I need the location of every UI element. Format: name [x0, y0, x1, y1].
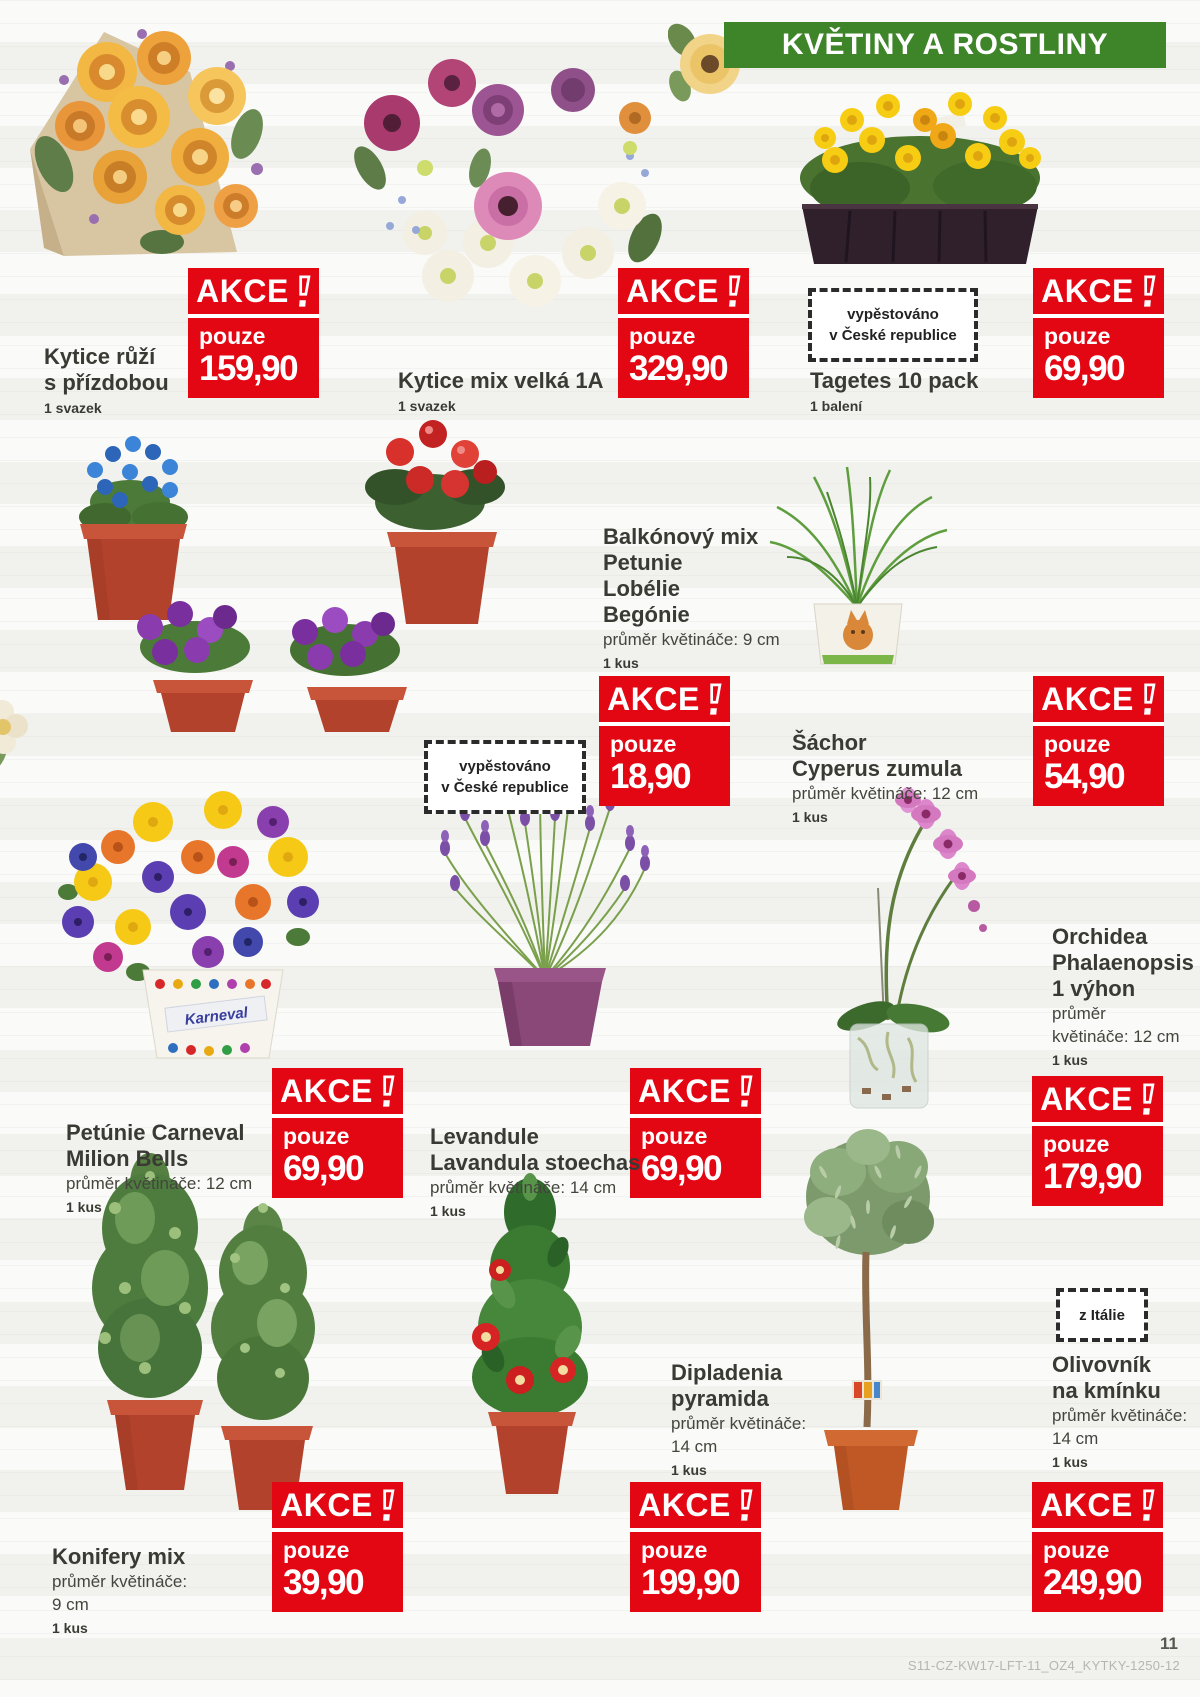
akce-badge-balkonovy-mix	[599, 676, 730, 806]
akce-label: AKCE	[280, 1073, 373, 1109]
akce-price-area	[618, 318, 749, 398]
exclamation-icon	[1139, 275, 1157, 308]
akce-price-area	[1033, 726, 1164, 806]
exclamation-icon	[294, 275, 312, 308]
exclamation-icon	[705, 683, 723, 716]
product-name: Lavandula stoechas	[430, 1150, 641, 1175]
akce-header	[599, 676, 730, 726]
product-info-tagetes	[810, 368, 978, 414]
pouze-label: pouze	[1043, 1537, 1110, 1563]
product-info-dipladenia	[671, 1360, 806, 1478]
akce-header	[630, 1482, 761, 1532]
blue-flowers-pot	[79, 436, 188, 620]
akce-badge-sachor	[1033, 676, 1164, 806]
price-value: 69,90	[641, 1149, 722, 1188]
akce-header	[1033, 268, 1164, 318]
product-info-balkonovy-mix	[603, 524, 780, 671]
product-detail: průměr květináče: 14 cm	[430, 1178, 617, 1197]
akce-badge-orchidea	[1032, 1076, 1163, 1206]
photo-balcony-mix-group	[35, 392, 535, 732]
exclamation-icon	[378, 1075, 396, 1108]
exclamation-icon	[1138, 1489, 1156, 1522]
pouze-label: pouze	[199, 323, 266, 349]
akce-label: AKCE	[638, 1073, 731, 1109]
price-value: 54,90	[1044, 757, 1125, 796]
product-unit: 1 kus	[603, 655, 639, 671]
origin-line: vypěstováno	[459, 758, 551, 775]
akce-badge-petunie-carneval	[272, 1068, 403, 1198]
product-info-kytice-mix	[398, 368, 603, 414]
akce-header	[1032, 1482, 1163, 1532]
akce-price-area	[1032, 1126, 1163, 1206]
product-info-sachor	[792, 730, 978, 825]
akce-header	[618, 268, 749, 318]
product-name: Konifery mix	[52, 1544, 186, 1569]
pouze-label: pouze	[1044, 323, 1111, 349]
akce-price-area	[630, 1118, 761, 1198]
product-name: Kytice růží	[44, 344, 156, 369]
origin-badge-italy	[1056, 1288, 1148, 1342]
price-value: 249,90	[1043, 1563, 1142, 1602]
origin-line: vypěstováno	[847, 306, 939, 323]
pouze-label: pouze	[641, 1537, 708, 1563]
exclamation-icon	[378, 1489, 396, 1522]
price-value: 159,90	[199, 349, 298, 388]
origin-badge-czech-balcony	[424, 740, 586, 814]
product-name: Phalaenopsis	[1052, 950, 1194, 975]
product-detail: 14 cm	[671, 1437, 718, 1456]
akce-header	[188, 268, 319, 318]
akce-label: AKCE	[1040, 1487, 1133, 1523]
origin-line: z Itálie	[1079, 1306, 1125, 1324]
akce-header	[630, 1068, 761, 1118]
price-value: 179,90	[1043, 1157, 1142, 1196]
petunia-pot-left	[137, 601, 253, 732]
akce-price-area	[599, 726, 730, 806]
akce-badge-kytice-mix	[618, 268, 749, 398]
akce-header	[272, 1482, 403, 1532]
pouze-label: pouze	[629, 323, 696, 349]
akce-badge-kytice-ruzi	[188, 268, 319, 398]
origin-line: v České republice	[441, 779, 569, 796]
product-unit: 1 kus	[52, 1620, 88, 1636]
product-unit: 1 kus	[66, 1199, 102, 1215]
akce-label: AKCE	[607, 681, 700, 717]
product-detail: průměr květináče:	[671, 1414, 807, 1433]
exclamation-icon	[724, 275, 742, 308]
petunia-pot-right	[290, 607, 407, 732]
product-unit: 1 kus	[792, 809, 828, 825]
product-name: Begónie	[603, 602, 690, 627]
product-detail: průměr květináče:	[1052, 1406, 1188, 1425]
product-name: s přízdobou	[44, 370, 169, 395]
conifer-right	[211, 1203, 315, 1510]
product-info-orchidea	[1052, 924, 1194, 1068]
akce-label: AKCE	[1040, 1081, 1133, 1117]
akce-price-area	[188, 318, 319, 398]
photo-cyperus	[752, 452, 957, 672]
pouze-label: pouze	[1043, 1131, 1110, 1157]
product-name: Levandule	[430, 1124, 539, 1149]
price-value: 69,90	[1044, 349, 1125, 388]
product-name: Dipladenia	[671, 1360, 783, 1385]
product-name: na kmínku	[1052, 1378, 1161, 1403]
product-name: Petunie	[603, 550, 683, 575]
page-code: S11-CZ-KW17-LFT-11_OZ4_KYTKY-1250-12	[907, 1658, 1180, 1673]
akce-label: AKCE	[196, 273, 289, 309]
product-detail: 14 cm	[1052, 1429, 1099, 1448]
product-info-kytice-ruzi	[44, 344, 169, 416]
product-detail: průměr květináče: 12 cm	[792, 784, 979, 803]
akce-badge-konifery	[272, 1482, 403, 1612]
product-detail: 9 cm	[52, 1595, 89, 1614]
product-detail: květináče: 12 cm	[1052, 1027, 1180, 1046]
akce-header	[1033, 676, 1164, 726]
page-number: 11	[1160, 1634, 1178, 1653]
akce-price-area	[1033, 318, 1164, 398]
product-name: Kytice mix velká 1A	[398, 368, 604, 393]
akce-label: AKCE	[280, 1487, 373, 1523]
product-unit: 1 balení	[810, 398, 863, 414]
product-unit: 1 kus	[430, 1203, 466, 1219]
product-name: Olivovník	[1052, 1352, 1152, 1377]
akce-label: AKCE	[638, 1487, 731, 1523]
akce-badge-levandule	[630, 1068, 761, 1198]
akce-price-area	[272, 1118, 403, 1198]
akce-badge-olivovnik	[1032, 1482, 1163, 1612]
exclamation-icon	[736, 1489, 754, 1522]
origin-line: v České republice	[829, 327, 957, 344]
pouze-label: pouze	[610, 731, 677, 757]
product-name: Milion Bells	[66, 1146, 189, 1171]
product-unit: 1 svazek	[44, 400, 102, 416]
product-detail: průměr květináče: 12 cm	[66, 1174, 253, 1193]
price-value: 329,90	[629, 349, 728, 388]
exclamation-icon	[736, 1075, 754, 1108]
section-banner	[724, 22, 1166, 68]
exclamation-icon	[1139, 683, 1157, 716]
price-value: 18,90	[610, 757, 691, 796]
price-value: 39,90	[283, 1563, 364, 1602]
product-name: Orchidea	[1052, 924, 1148, 949]
product-unit: 1 kus	[1052, 1454, 1088, 1470]
origin-badge-czech-tagetes	[808, 288, 978, 362]
akce-price-area	[1032, 1532, 1163, 1612]
decor-white-flower	[0, 682, 50, 778]
product-name: Lobélie	[603, 576, 681, 601]
product-info-levandule	[430, 1124, 640, 1219]
product-name: Šáchor	[792, 730, 867, 755]
product-info-olivovnik	[1052, 1352, 1187, 1470]
price-value: 199,90	[641, 1563, 740, 1602]
photo-rose-bouquet	[12, 14, 292, 262]
akce-badge-dipladenia	[630, 1482, 761, 1612]
product-name: 1 výhon	[1052, 976, 1136, 1001]
pouze-label: pouze	[641, 1123, 708, 1149]
akce-label: AKCE	[1041, 681, 1134, 717]
begonia-pot	[365, 420, 505, 624]
product-unit: 1 svazek	[398, 398, 456, 414]
pouze-label: pouze	[283, 1537, 350, 1563]
product-info-petunie-carneval	[66, 1120, 252, 1215]
product-detail: průměr	[1052, 1004, 1106, 1023]
akce-price-area	[630, 1532, 761, 1612]
akce-header	[1032, 1076, 1163, 1126]
price-value: 69,90	[283, 1149, 364, 1188]
product-detail: průměr květináče:	[52, 1572, 188, 1591]
akce-price-area	[272, 1532, 403, 1612]
product-name: pyramida	[671, 1386, 769, 1411]
product-unit: 1 kus	[1052, 1052, 1088, 1068]
product-unit: 1 kus	[671, 1462, 707, 1478]
product-info-konifery	[52, 1544, 187, 1636]
product-name: Tagetes 10 pack	[810, 368, 979, 393]
photo-tagetes-tray	[780, 68, 1060, 283]
pouze-label: pouze	[1044, 731, 1111, 757]
pouze-label: pouze	[283, 1123, 350, 1149]
akce-header	[272, 1068, 403, 1118]
akce-label: AKCE	[626, 273, 719, 309]
section-title: KVĚTINY A ROSTLINY	[781, 28, 1109, 61]
photo-petunia-carneval	[48, 762, 343, 1067]
akce-label: AKCE	[1041, 273, 1134, 309]
product-name: Balkónový mix	[603, 524, 759, 549]
product-name: Cyperus zumula	[792, 756, 962, 781]
pot-brand-label: Karneval	[183, 1004, 249, 1029]
exclamation-icon	[1138, 1083, 1156, 1116]
akce-badge-tagetes	[1033, 268, 1164, 398]
product-name: Petúnie Carneval	[66, 1120, 245, 1145]
product-detail: průměr květináče: 9 cm	[603, 630, 780, 649]
